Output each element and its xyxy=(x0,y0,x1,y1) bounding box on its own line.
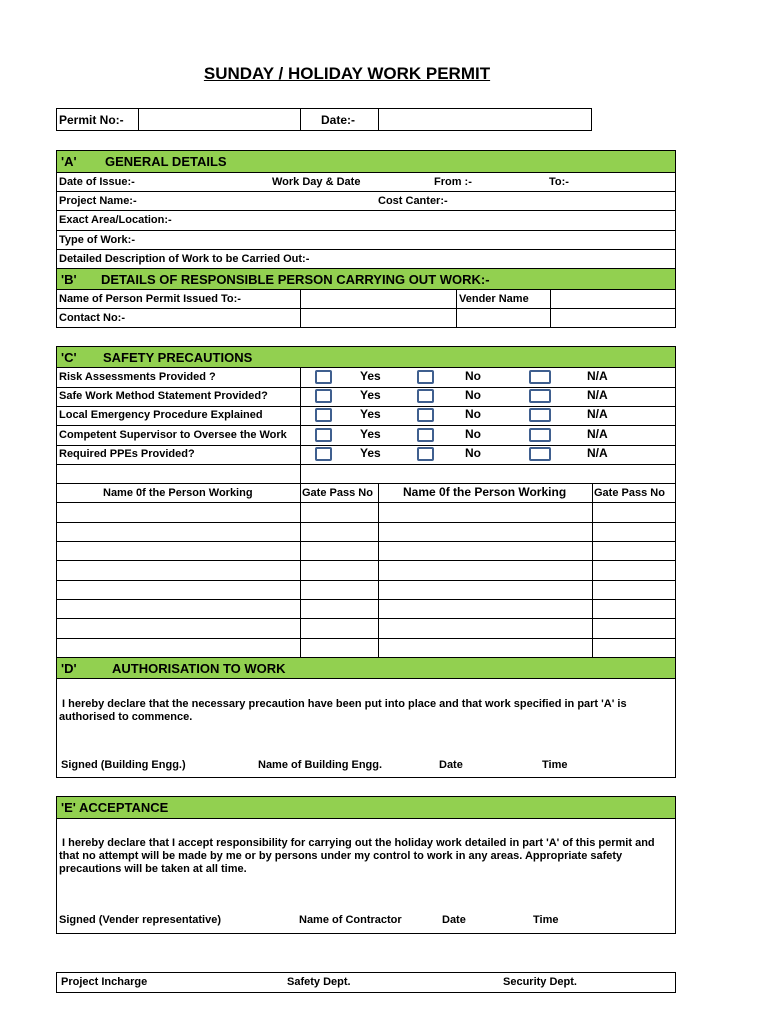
section-d-declaration: I hereby declare that the necessary precaution have been put into place and that work specified in part 'A' is authorised to commence. xyxy=(59,698,627,723)
signed-building-engg-label: Signed (Building Engg.) xyxy=(61,759,186,771)
na-checkbox[interactable] xyxy=(529,370,551,384)
no-checkbox[interactable] xyxy=(417,389,434,403)
contact-no-label: Contact No:- xyxy=(59,312,125,324)
na-checkbox[interactable] xyxy=(529,428,551,442)
yes-checkbox[interactable] xyxy=(315,370,332,384)
type-of-work-label: Type of Work:- xyxy=(59,234,135,246)
no-checkbox[interactable] xyxy=(417,447,434,461)
na-label: N/A xyxy=(587,388,608,402)
precaution-label: Safe Work Method Statement Provided? xyxy=(59,390,268,402)
name-issued-label: Name of Person Permit Issued To:- xyxy=(59,293,241,305)
na-checkbox[interactable] xyxy=(529,447,551,461)
vender-name-field[interactable] xyxy=(551,290,675,308)
precaution-label: Risk Assessments Provided ? xyxy=(59,371,216,383)
section-d-time-label: Time xyxy=(542,759,568,771)
section-c-code: 'C' xyxy=(61,350,77,365)
section-d-code: 'D' xyxy=(61,661,77,676)
work-description-label: Detailed Description of Work to be Carried Out:- xyxy=(59,253,310,265)
section-c-title: SAFETY PRECAUTIONS xyxy=(103,350,253,365)
section-e-declaration: I hereby declare that I accept responsibility for carrying out the holiday work detailed in part 'A' of this permit and that no attempt will be made by me or by persons under my control to work in any areas. Appropriate safety precautions will be taken at all time. xyxy=(59,837,655,875)
col-name-header-2: Name 0f the Person Working xyxy=(403,485,567,499)
na-label: N/A xyxy=(587,369,608,383)
no-label: No xyxy=(465,407,481,421)
yes-checkbox[interactable] xyxy=(315,389,332,403)
precaution-label: Required PPEs Provided? xyxy=(59,448,195,460)
permit-no-label: Permit No:- xyxy=(59,113,124,127)
no-label: No xyxy=(465,369,481,383)
section-e-time-label: Time xyxy=(533,914,559,926)
no-label: No xyxy=(465,388,481,402)
precaution-row xyxy=(57,368,675,387)
na-checkbox[interactable] xyxy=(529,389,551,403)
precaution-row xyxy=(57,426,675,445)
col-gate-header-1: Gate Pass No xyxy=(302,487,373,499)
no-checkbox[interactable] xyxy=(417,428,434,442)
no-checkbox[interactable] xyxy=(417,408,434,422)
yes-label: Yes xyxy=(360,388,381,402)
no-checkbox[interactable] xyxy=(417,370,434,384)
yes-label: Yes xyxy=(360,446,381,460)
from-label: From :- xyxy=(434,176,472,188)
section-b-code: 'B' xyxy=(61,272,77,287)
yes-checkbox[interactable] xyxy=(315,428,332,442)
cost-center-label: Cost Canter:- xyxy=(378,195,448,207)
section-d xyxy=(56,657,676,778)
no-label: No xyxy=(465,427,481,441)
no-label: No xyxy=(465,446,481,460)
name-building-engg-label: Name of Building Engg. xyxy=(258,759,383,771)
date-field[interactable] xyxy=(379,109,591,130)
section-d-date-label: Date xyxy=(439,759,463,771)
na-checkbox[interactable] xyxy=(529,408,551,422)
precaution-label: Local Emergency Procedure Explained xyxy=(59,409,263,421)
section-e xyxy=(56,796,676,934)
yes-checkbox[interactable] xyxy=(315,408,332,422)
project-incharge-label: Project Incharge xyxy=(61,976,148,988)
date-of-issue-label: Date of Issue:- xyxy=(59,176,135,188)
section-a-title: GENERAL DETAILS xyxy=(105,154,227,169)
page-title: SUNDAY / HOLIDAY WORK PERMIT xyxy=(203,64,491,83)
na-label: N/A xyxy=(587,427,608,441)
yes-label: Yes xyxy=(360,369,381,383)
na-label: N/A xyxy=(587,446,608,460)
contact-no-field[interactable] xyxy=(301,309,456,327)
col-gate-header-2: Gate Pass No xyxy=(594,487,665,499)
name-contractor-label: Name of Contractor xyxy=(299,914,402,926)
section-b-title: DETAILS OF RESPONSIBLE PERSON CARRYING OUT WORK:- xyxy=(101,272,490,287)
yes-checkbox[interactable] xyxy=(315,447,332,461)
section-e-title: 'E' ACCEPTANCE xyxy=(61,800,169,815)
project-name-label: Project Name:- xyxy=(59,195,137,207)
col-name-header-1: Name 0f the Person Working xyxy=(103,487,253,499)
exact-area-label: Exact Area/Location:- xyxy=(59,214,172,226)
na-label: N/A xyxy=(587,407,608,421)
signed-vender-label: Signed (Vender representative) xyxy=(59,914,221,926)
section-e-date-label: Date xyxy=(442,914,466,926)
date-label: Date:- xyxy=(321,113,356,127)
name-issued-field[interactable] xyxy=(301,290,456,308)
security-dept-label: Security Dept. xyxy=(503,976,577,988)
safety-dept-label: Safety Dept. xyxy=(287,976,351,988)
permit-header-row xyxy=(56,108,592,131)
precaution-row xyxy=(57,388,675,406)
precaution-label: Competent Supervisor to Oversee the Work xyxy=(59,429,287,441)
precaution-row xyxy=(57,446,675,464)
vender-name-label: Vender Name xyxy=(459,293,529,305)
signature-footer xyxy=(56,972,676,993)
section-c xyxy=(56,346,676,658)
section-a-code: 'A' xyxy=(61,154,77,169)
permit-no-field[interactable] xyxy=(139,109,300,130)
work-day-date-label: Work Day & Date xyxy=(272,176,361,188)
to-label: To:- xyxy=(549,176,569,188)
yes-label: Yes xyxy=(360,407,381,421)
section-a-b xyxy=(56,150,676,328)
section-d-title: AUTHORISATION TO WORK xyxy=(112,661,286,676)
yes-label: Yes xyxy=(360,427,381,441)
precaution-row xyxy=(57,407,675,425)
